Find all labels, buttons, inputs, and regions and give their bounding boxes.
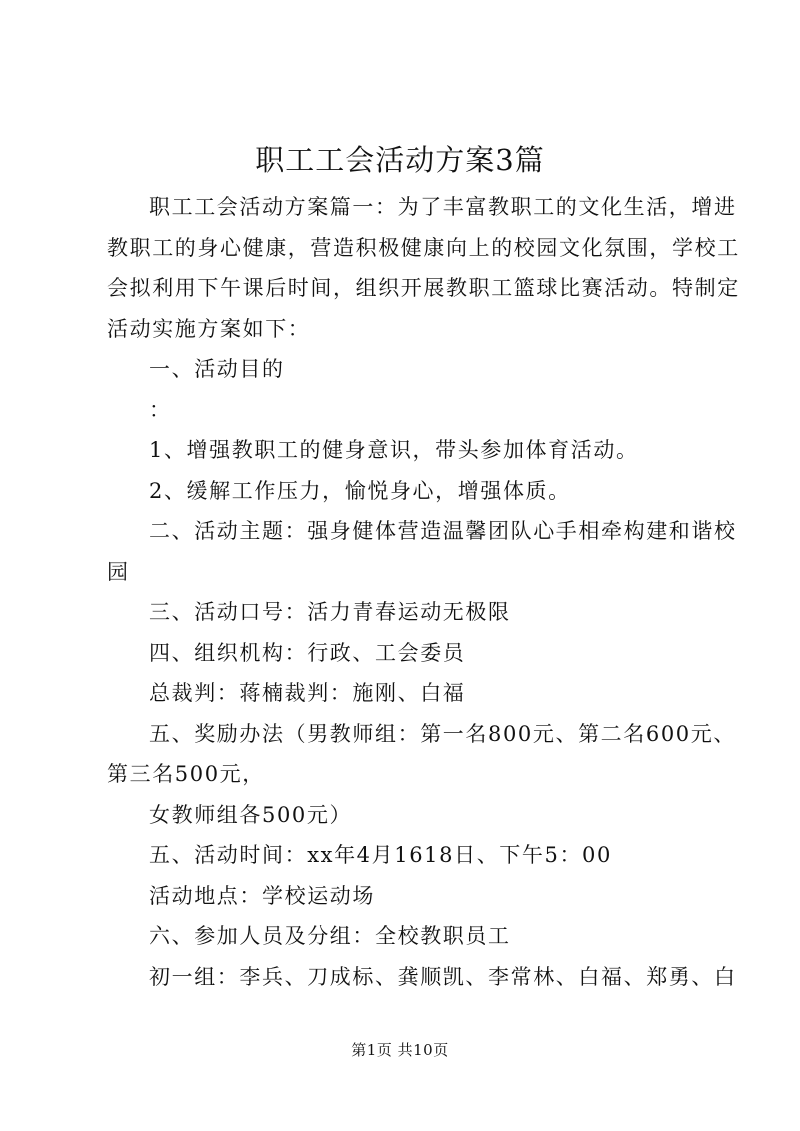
section-heading: 三、活动口号：活力青春运动无极限 [149,600,511,624]
paragraph-line: ： [149,397,172,422]
paragraph-line: 教职工的身心健康，营造积极健康向上的校园文化氛围，学校工 [107,235,740,260]
paragraph-line: 职工工会活动方案篇一：为了丰富教职工的文化生活，增进 [149,195,737,219]
paragraph-line: 活动实施方案如下： [107,316,311,341]
section-heading: 一、活动目的 [149,357,285,381]
list-item: 2、缓解工作压力，愉悦身心，增强体质。 [149,478,571,503]
document-body [107,187,740,997]
paragraph-line: 活动地点：学校运动场 [149,883,375,908]
section-heading: 五、活动时间：xx年4月1618日、下午5：00 [149,843,612,867]
section-heading: 四、组织机构：行政、工会委员 [149,640,466,665]
paragraph-line: 初一组：李兵、刀成标、龚顺凯、李常林、白福、郑勇、白 [149,964,737,989]
paragraph-line: 总裁判：蒋楠裁判：施刚、白福 [149,681,466,705]
page-footer: 第1页 共10页 [351,1041,449,1059]
section-heading: 六、参加人员及分组：全校教职员工 [149,924,511,948]
paragraph-line: 会拟利用下午课后时间，组织开展教职工篮球比赛活动。特制定 [107,276,740,300]
paragraph-line: 女教师组各500元） [149,802,353,827]
list-item: 1、增强教职工的健身意识，带头参加体育活动。 [149,438,639,462]
paragraph-line: 第三名500元， [107,762,265,786]
document-title: 职工工会活动方案3篇 [255,143,545,177]
paragraph-line: 园 [107,559,130,584]
section-heading: 五、奖励办法（男教师组：第一名800元、第二名600元、 [149,721,736,746]
section-heading: 二、活动主题：强身健体营造温馨团队心手相牵构建和谐校 [149,519,737,543]
